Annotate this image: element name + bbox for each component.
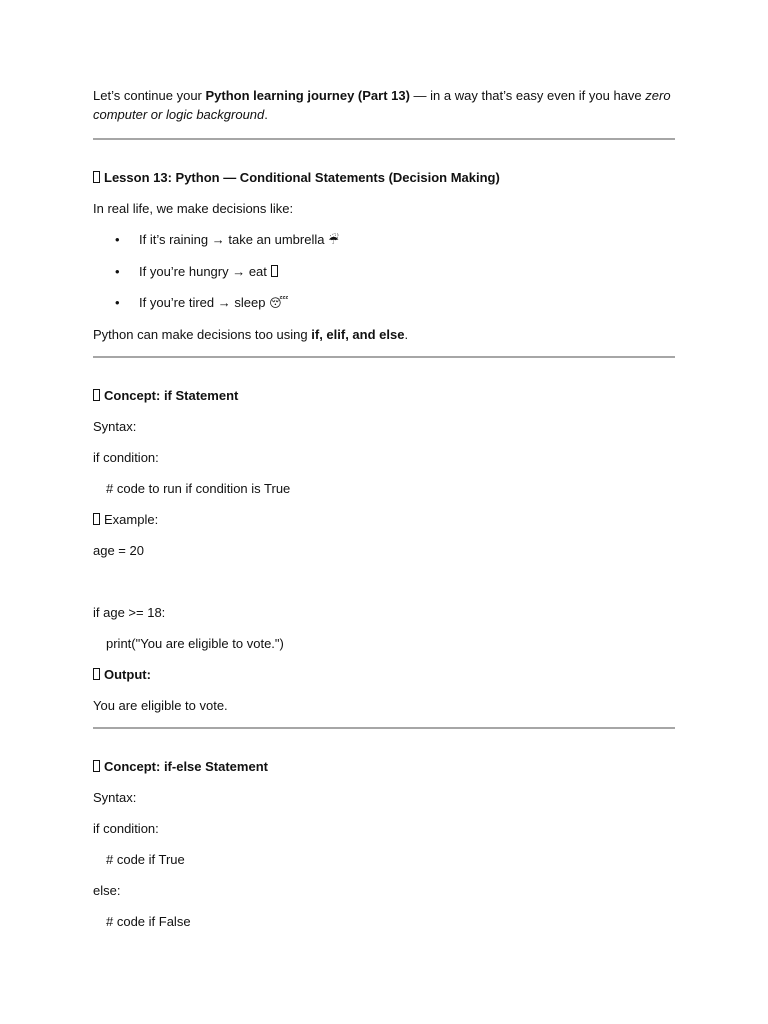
lesson-summary <box>93 325 675 344</box>
missing-glyph-icon <box>271 265 278 277</box>
if-section-heading <box>93 386 675 405</box>
list-item <box>93 230 675 250</box>
bullet-icon: • <box>115 264 120 279</box>
bullet-icon: • <box>115 232 120 247</box>
syntax-line: else: <box>93 883 121 898</box>
list-item <box>93 262 675 281</box>
lesson-lead-in: In real life, we make decisions like: <box>93 201 294 216</box>
list-item <box>93 293 675 313</box>
summary-end: . <box>404 327 409 342</box>
syntax-line: # code to run if condition is True <box>106 481 291 496</box>
examples-list <box>93 230 675 313</box>
intro-paragraph <box>93 86 675 124</box>
intro-bold: Python learning journey (Part 13) <box>205 88 410 103</box>
divider <box>93 727 675 729</box>
output-label: Output: <box>93 665 675 684</box>
missing-glyph-icon <box>93 389 100 401</box>
syntax-line: if condition: <box>93 821 159 836</box>
lesson-title: Lesson 13: Python — Conditional Statements (Decision Making) <box>104 170 500 185</box>
summary-bold: if, elif, and else <box>311 327 405 342</box>
intro-end: . <box>264 107 268 122</box>
intro-mid: — in a way that’s easy even if you have <box>409 88 646 103</box>
list-item-text: If it’s raining → take an umbrella <box>139 232 329 247</box>
syntax-line: # code if True <box>106 852 185 867</box>
syntax-line: # code if False <box>106 914 191 929</box>
syntax-label: Syntax: <box>93 419 137 434</box>
output-text: You are eligible to vote. <box>93 698 228 713</box>
umbrella-icon: ☔ <box>328 233 339 247</box>
bullet-icon: • <box>115 295 120 310</box>
ifelse-section-heading <box>93 757 675 776</box>
code-line: print("You are eligible to vote.") <box>106 636 284 651</box>
syntax-line: if condition: <box>93 450 159 465</box>
example-label: Example: <box>93 510 675 529</box>
lesson-heading <box>93 168 675 187</box>
syntax-label: Syntax: <box>93 790 137 805</box>
missing-glyph-icon <box>93 513 100 525</box>
document-page <box>93 86 675 931</box>
code-line: age = 20 <box>93 543 144 558</box>
if-section-title: Concept: if Statement <box>104 388 239 403</box>
blank-line <box>93 572 675 591</box>
sleeping-face-icon: 😴 <box>269 296 289 310</box>
missing-glyph-icon <box>93 668 100 680</box>
ifelse-section-title: Concept: if-else Statement <box>104 759 268 774</box>
list-item-text: If you’re hungry → eat <box>139 264 271 279</box>
intro-italic: zero computer or logic background <box>93 88 671 122</box>
missing-glyph-icon <box>93 171 100 183</box>
divider <box>93 138 675 140</box>
missing-glyph-icon <box>93 760 100 772</box>
intro-lead: Let’s continue your <box>93 88 206 103</box>
list-item-text: If you’re tired → sleep <box>139 295 270 310</box>
summary-lead: Python can make decisions too using <box>93 327 312 342</box>
divider <box>93 356 675 358</box>
code-line: if age >= 18: <box>93 605 166 620</box>
